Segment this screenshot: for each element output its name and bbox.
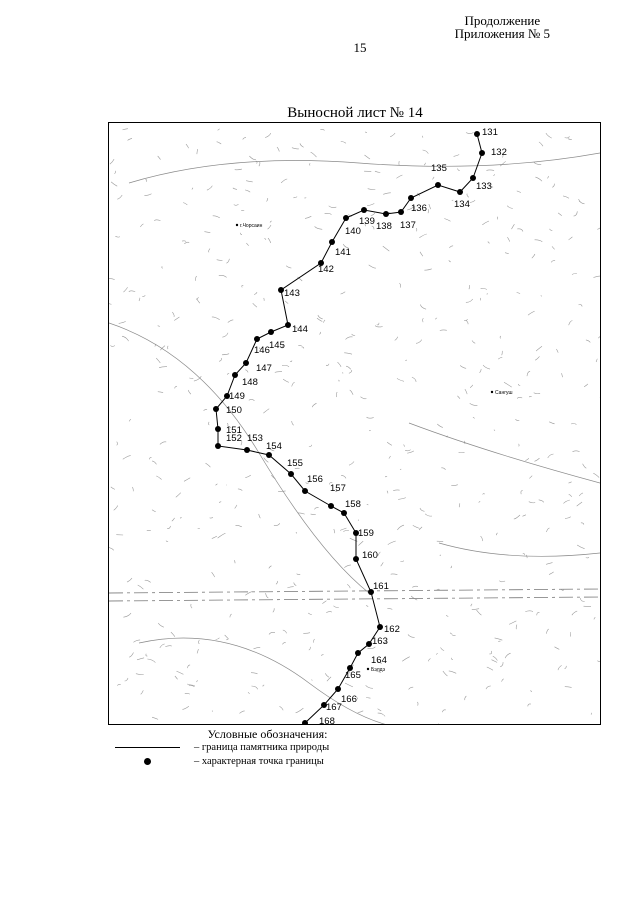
topographic-background [109,123,600,724]
point-label-157: 157 [330,483,346,494]
boundary-point-156 [302,488,308,494]
point-label-153: 153 [247,433,263,444]
boundary-point-136 [408,195,414,201]
point-label-143: 143 [284,288,300,299]
map-frame [108,122,601,725]
point-label-167: 167 [326,702,342,713]
legend-title: Условные обозначения: [207,727,328,741]
boundary-point-160 [353,556,359,562]
legend-boundary-text: – граница памятника природы [194,742,330,753]
point-label-135: 135 [431,163,447,174]
boundary-point-154 [266,452,272,458]
boundary-point-137 [398,209,404,215]
point-label-148: 148 [242,377,258,388]
legend-item-point [115,756,415,770]
boundary-point-147 [243,360,249,366]
point-label-142: 142 [318,264,334,275]
point-label-140: 140 [345,226,361,237]
place-label-1: Сангуш [495,390,513,396]
place-marker [491,391,493,393]
point-label-158: 158 [345,499,361,510]
boundary-point-146 [254,336,260,342]
point-label-139: 139 [359,216,375,227]
boundary-point-162 [377,624,383,630]
boundary-point-140 [343,215,349,221]
place-marker [236,224,238,226]
point-label-138: 138 [376,221,392,232]
point-label-145: 145 [269,340,285,351]
point-label-163: 163 [372,636,388,647]
legend-line-symbol [115,747,180,748]
boundary-point-153 [244,447,250,453]
boundary-points [213,127,507,724]
legend-point-text: – характерная точка границы [194,756,324,767]
boundary-point-134 [457,189,463,195]
boundary-point-135 [435,182,441,188]
point-label-164: 164 [371,655,387,666]
boundary-point-157 [328,503,334,509]
point-label-151: 151 [226,425,242,436]
legend-dot-symbol [144,758,151,765]
point-label-162: 162 [384,624,400,635]
boundary-point-131 [474,131,480,137]
place-marker [367,668,369,670]
boundary-point-164 [355,650,361,656]
point-label-141: 141 [335,247,351,258]
appendix-header [455,14,550,40]
boundary-point-148 [232,372,238,378]
boundary-point-150 [213,406,219,412]
contour-line [409,423,600,483]
boundary-point-158 [341,510,347,516]
page-number: 15 [353,40,367,55]
point-label-134: 134 [454,199,470,210]
point-label-156: 156 [307,474,323,485]
boundary-point-155 [288,471,294,477]
boundary-point-151 [215,426,221,432]
appendix-number: Приложения № 5 [454,26,550,41]
boundary-point-132 [479,150,485,156]
place-label-2: Бэлдэ [371,667,386,673]
contour-line [139,638,439,724]
point-label-131: 131 [482,127,498,138]
point-label-150: 150 [226,405,242,416]
boundary-point-141 [329,239,335,245]
contour-line [439,543,600,556]
point-label-137: 137 [400,220,416,231]
appendix-continuation: Продолжение [464,13,541,28]
point-label-155: 155 [287,458,303,469]
boundary-point-152 [215,443,221,449]
point-label-165: 165 [345,670,361,681]
boundary-point-138 [383,211,389,217]
legend-item-boundary [115,742,415,756]
point-label-168: 168 [319,716,335,724]
map-canvas [109,123,600,724]
boundary-point-166 [335,686,341,692]
boundary-point-145 [268,329,274,335]
road-line [109,589,600,593]
point-label-144: 144 [292,324,308,335]
contour-line [129,153,600,183]
terrain-contours [109,123,600,719]
contour-line [109,323,369,593]
point-label-146: 146 [254,345,270,356]
point-label-161: 161 [373,581,389,592]
point-label-133: 133 [476,181,492,192]
road-line [109,597,600,601]
point-label-147: 147 [256,363,272,374]
point-label-132: 132 [491,147,507,158]
point-label-160: 160 [362,550,378,561]
sheet-title: Выносной лист № 14 [287,105,423,121]
point-label-154: 154 [266,441,282,452]
boundary-point-144 [285,322,291,328]
point-label-152: 152 [226,433,242,444]
place-label-0: г.Чорсаин [240,223,263,229]
boundary-point-139 [361,207,367,213]
point-label-159: 159 [358,528,374,539]
point-label-166: 166 [341,694,357,705]
point-label-136: 136 [411,203,427,214]
point-label-149: 149 [229,391,245,402]
